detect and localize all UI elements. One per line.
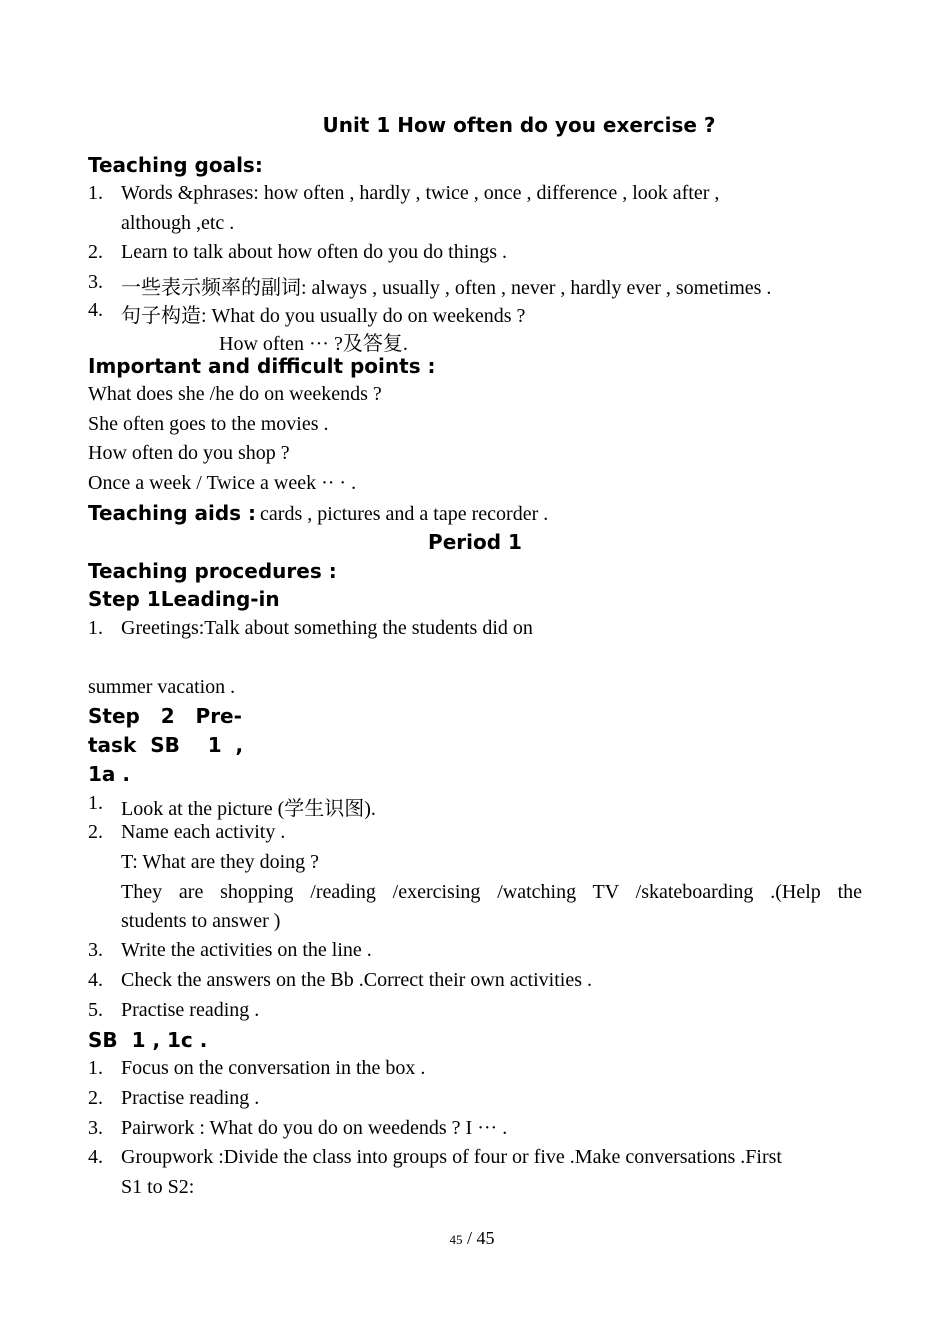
list-item: 句子构造: What do you usually do on weekends ? [121, 305, 526, 327]
page-separator: / [462, 1228, 477, 1248]
list-item: Check the answers on the Bb .Correct their own activities . [121, 969, 592, 991]
aids-line [88, 501, 548, 526]
step2-heading-line: 1a . [88, 762, 130, 786]
goals-heading: Teaching goals: [88, 153, 263, 177]
list-item: Pairwork : What do you do on weedends ? I ··· . [121, 1117, 508, 1139]
list-item-continuation: How often ··· ?及答复. [219, 333, 408, 355]
list-item: Look at the picture (学生识图). [121, 798, 376, 820]
points-line: What does she /he do on weekends ? [88, 383, 382, 405]
list-number: 1. [88, 182, 103, 204]
list-item-continuation: although ,etc . [121, 212, 235, 234]
list-item: Practise reading . [121, 1087, 260, 1109]
points-line: How often do you shop ? [88, 442, 290, 464]
page-title: Unit 1 How often do you exercise ? [322, 113, 716, 137]
period-heading: Period 1 [428, 530, 522, 554]
list-number: 5. [88, 999, 103, 1021]
step2-heading-line: task SB 1 , [88, 733, 244, 757]
list-number: 4. [88, 299, 103, 321]
list-number: 2. [88, 821, 103, 843]
list-item: Learn to talk about how often do you do things . [121, 241, 508, 263]
points-line: Once a week / Twice a week ·· · . [88, 472, 357, 494]
dialogue-line: T: What are they doing ? [121, 851, 320, 873]
list-item-continuation: summer vacation . [88, 676, 236, 698]
list-item: Greetings:Talk about something the students did on [121, 617, 533, 639]
list-item: Name each activity . [121, 821, 286, 843]
aids-label: Teaching aids : [88, 501, 257, 525]
points-line: She often goes to the movies . [88, 413, 329, 435]
dialogue-line: students to answer ) [121, 910, 281, 932]
list-item-continuation: S1 to S2: [121, 1176, 195, 1198]
step2-heading-line: Step 2 Pre- [88, 704, 242, 728]
list-number: 1. [88, 617, 103, 639]
list-number: 1. [88, 792, 103, 814]
step1-heading: Step 1Leading-in [88, 587, 280, 611]
list-item: Practise reading . [121, 999, 260, 1021]
procedures-heading: Teaching procedures : [88, 559, 337, 583]
page-total: 45 [476, 1228, 495, 1248]
list-number: 3. [88, 1117, 103, 1139]
list-number: 2. [88, 1087, 103, 1109]
list-item: 一些表示频率的副词: always , usually , often , never , hardly ever , sometimes . [121, 277, 772, 299]
list-number: 1. [88, 1057, 103, 1079]
points-heading: Important and difficult points : [88, 354, 436, 378]
dialogue-line: They are shopping /reading /exercising /watching TV /skateboarding .(Help the [121, 881, 862, 903]
list-item: Groupwork :Divide the class into groups of four or five .Make conversations .First [121, 1146, 782, 1168]
page-current: 45 [449, 1232, 463, 1247]
page-number [0, 1228, 944, 1249]
list-number: 4. [88, 969, 103, 991]
list-item: Words &phrases: how often , hardly , twice , once , difference , look after , [121, 182, 720, 204]
sb1c-heading: SB 1 , 1c . [88, 1028, 208, 1052]
list-item: Write the activities on the line . [121, 939, 372, 961]
aids-text: cards , pictures and a tape recorder . [260, 503, 549, 525]
list-number: 3. [88, 939, 103, 961]
list-number: 4. [88, 1146, 103, 1168]
list-item: Focus on the conversation in the box . [121, 1057, 426, 1079]
list-number: 3. [88, 271, 103, 293]
list-number: 2. [88, 241, 103, 263]
